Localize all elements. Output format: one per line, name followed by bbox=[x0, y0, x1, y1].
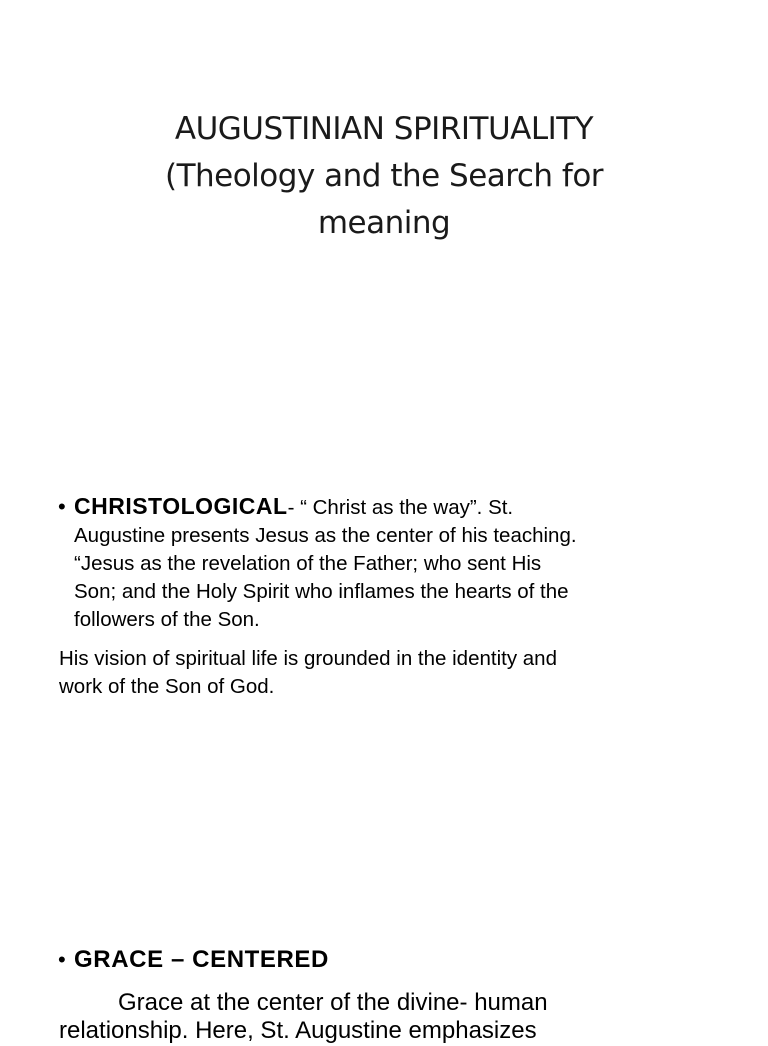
bullet-continuation bbox=[58, 522, 718, 634]
title-line-1: AUGUSTINIAN SPIRITUALITY bbox=[174, 111, 594, 147]
bullet-heading: CHRISTOLOGICAL bbox=[74, 493, 288, 519]
continuation-line: “Jesus as the revelation of the Father; who sent His bbox=[74, 552, 542, 575]
continuation-line: followers of the Son. bbox=[74, 608, 260, 631]
bullet-grace-centered bbox=[58, 946, 718, 974]
bullet-marker: • bbox=[58, 494, 66, 519]
continuation-line: Augustine presents Jesus as the center of his teaching. bbox=[74, 524, 577, 547]
bullet-marker: • bbox=[58, 947, 66, 972]
grace-paragraph-line: Grace at the center of the divine- human bbox=[118, 989, 548, 1016]
title-line-3: meaning bbox=[317, 205, 451, 241]
body-paragraph bbox=[59, 645, 719, 701]
paragraph-line: His vision of spiritual life is grounded in the identity and bbox=[59, 647, 557, 670]
continuation-line: Son; and the Holy Spirit who inflames the hearts of the bbox=[74, 580, 569, 603]
page-title bbox=[84, 106, 684, 247]
bullet-heading: GRACE – CENTERED bbox=[74, 946, 329, 973]
title-line-2: (Theology and the Search for bbox=[164, 158, 604, 194]
bullet-text bbox=[74, 492, 513, 522]
bullet-first-line bbox=[58, 946, 718, 974]
bullet-heading-rest: - “ Christ as the way”. St. bbox=[287, 496, 514, 519]
bullet-first-line bbox=[58, 492, 718, 522]
bullet-christological bbox=[58, 492, 718, 634]
grace-paragraph-cut-line: relationship. Here, St. Augustine emphasizes bbox=[59, 1017, 537, 1044]
paragraph-line: work of the Son of God. bbox=[59, 675, 275, 698]
